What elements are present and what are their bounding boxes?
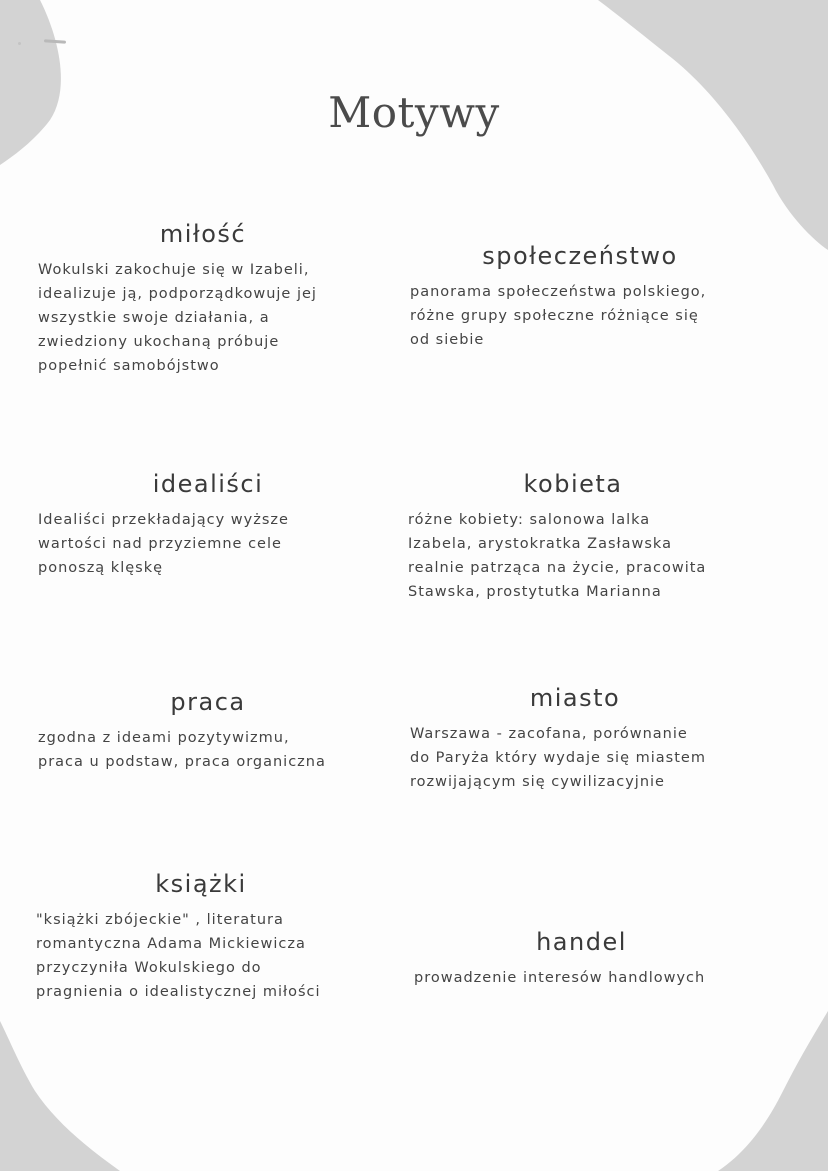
motif-milosc <box>38 220 368 378</box>
motif-kobieta <box>408 470 738 604</box>
motif-text: panorama społeczeństwa polskiego, różne grupy społeczne różniące się od siebie <box>410 284 707 348</box>
motif-heading: miłość <box>159 220 247 248</box>
motif-text: "książki zbójeckie" , literatura romantyczna Adama Mickiewicza przyczyniła Wokulskiego do pragnienia o idealistycznej miłości <box>36 912 321 1000</box>
motif-heading: idealiści <box>152 470 264 498</box>
motif-text: Warszawa - zacofana, porównanie do Paryża który wydaje się miastem rozwijającym się cywilizacyjnie <box>410 726 706 790</box>
motif-text: zgodna z ideami pozytywizmu, praca u podstaw, praca organiczna <box>38 730 326 770</box>
motif-text: Idealiści przekładający wyższe wartości nad przyziemne cele ponoszą klęskę <box>38 512 289 576</box>
corner-shadow-bottom-left <box>0 1021 120 1171</box>
motif-heading: miasto <box>529 684 621 712</box>
corner-shadow-top-left <box>0 0 90 170</box>
motif-heading: handel <box>536 928 627 956</box>
motif-text: różne kobiety: salonowa lalka Izabela, arystokratka Zasławska realnie patrząca na życie, pracowita Stawska, prostytutka Marianna <box>408 512 707 600</box>
motif-heading: społeczeństwo <box>482 242 678 270</box>
motif-praca <box>38 688 378 774</box>
scan-dust <box>18 42 21 45</box>
motif-idealisci <box>38 470 378 580</box>
motif-spoleczenstwo <box>410 242 750 352</box>
motif-heading: kobieta <box>523 470 623 498</box>
motif-handel <box>414 928 749 990</box>
page-title: Motywy <box>328 88 500 137</box>
motif-text: Wokulski zakochuje się w Izabeli, idealizuje ją, podporządkowuje jej wszystkie swoje działania, a zwiedziony ukochaną próbuje popełnić samobójstwo <box>38 262 317 374</box>
motif-heading: praca <box>170 688 246 716</box>
motif-miasto <box>410 684 740 794</box>
motif-heading: książki <box>155 870 247 898</box>
motif-ksiazki <box>36 870 366 1004</box>
corner-shadow-bottom-right <box>698 1011 828 1171</box>
motif-text: prowadzenie interesów handlowych <box>414 970 706 986</box>
